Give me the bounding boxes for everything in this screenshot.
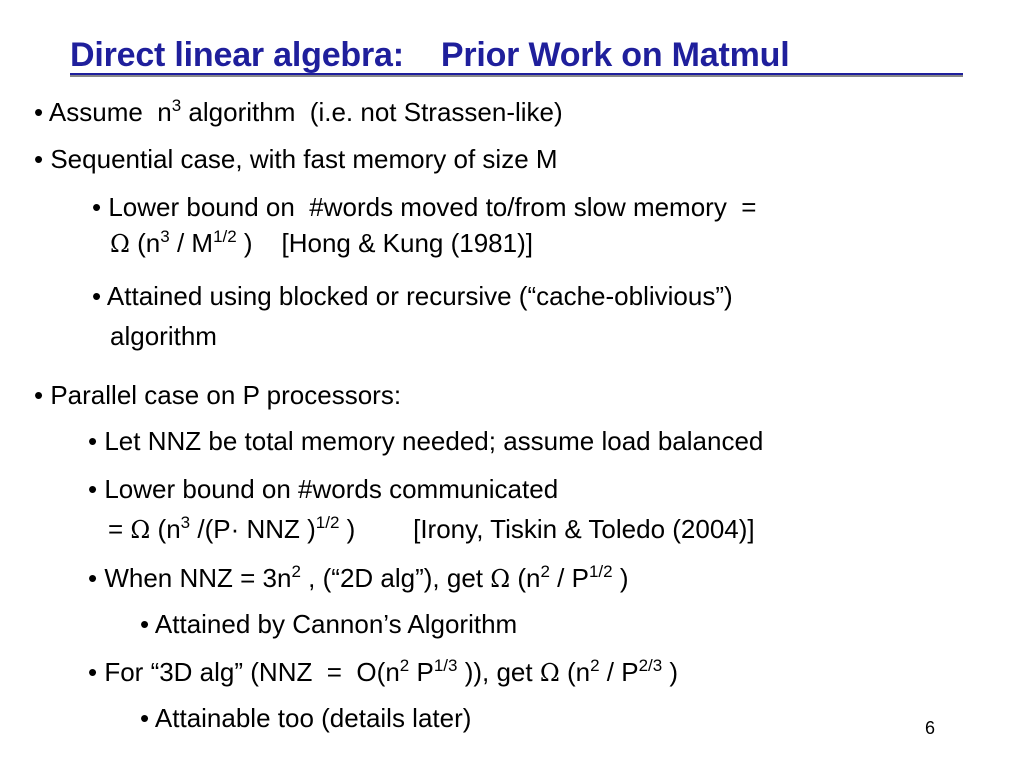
bullet-text: Lower bound on #words moved to/from slow memory = [108, 192, 757, 222]
subbullet-3d-alg [88, 657, 678, 688]
bullet-text: (n [559, 657, 591, 687]
superscript: 2 [590, 656, 600, 675]
bullet-text: Assume n [48, 97, 172, 127]
omega-symbol: Ω [490, 565, 511, 593]
bullet-text: , (“2D alg”), get [300, 563, 491, 593]
bullet-text: P [409, 657, 434, 687]
bullet-dot: • [88, 426, 98, 456]
superscript: 3 [180, 513, 191, 532]
bullet-text: When NNZ = 3n [104, 563, 292, 593]
subbullet-lower-bound-par-cont [108, 514, 755, 545]
superscript: 1/2 [213, 227, 237, 246]
bullet-text: algorithm (i.e. not Strassen-like) [181, 97, 563, 127]
subbullet-nnz [88, 426, 763, 456]
bullet-text: ) [Hong & Kung (1981)] [236, 228, 533, 258]
bullet-dot: • [92, 281, 102, 311]
superscript: 1/3 [433, 656, 458, 675]
omega-symbol: Ω [130, 516, 151, 544]
bullet-text: / P [599, 657, 639, 687]
superscript: 2 [399, 656, 410, 675]
subsubbullet-cannon [140, 609, 517, 639]
bullet-text: (n [510, 563, 541, 593]
subbullet-attained-blocked-cont [110, 321, 217, 351]
bullet-text: (n [150, 514, 181, 544]
bullet-dot: • [92, 192, 102, 222]
bullet-dot: • [88, 474, 98, 504]
superscript: 1/2 [588, 562, 613, 581]
superscript: 2 [540, 562, 550, 581]
bullet-text: Lower bound on #words communicated [104, 474, 559, 504]
bullet-text: ) [Irony, Tiskin & Toledo (2004)] [339, 514, 755, 544]
bullet-text: algorithm [110, 321, 217, 351]
slide-title [70, 36, 789, 75]
bullet-sequential [34, 144, 558, 174]
bullet-text: / M [169, 228, 214, 258]
bullet-assume [34, 97, 563, 127]
superscript: 3 [171, 96, 182, 115]
title-left: Direct linear algebra: [70, 36, 404, 74]
bullet-parallel [34, 380, 401, 410]
page-number: 6 [925, 718, 936, 738]
bullet-text: )), get [457, 657, 540, 687]
title-right: Prior Work on Matmul [440, 36, 790, 74]
bullet-text: = [108, 514, 131, 544]
subbullet-lower-bound-par [88, 474, 558, 504]
bullet-dot: • [34, 380, 44, 410]
subbullet-2d-alg [88, 563, 629, 594]
superscript: 2 [291, 562, 301, 581]
subbullet-lower-bound-seq [92, 192, 756, 222]
bullet-dot: • [88, 657, 98, 687]
bullet-text: ) [612, 563, 629, 593]
bullet-text: /(P· NNZ ) [190, 514, 316, 544]
subsubbullet-attainable [140, 703, 471, 733]
subbullet-attained-blocked [92, 281, 733, 311]
bullet-text: Parallel case on P processors: [50, 380, 402, 410]
subbullet-lower-bound-seq-cont [110, 228, 533, 259]
bullet-dot: • [140, 703, 150, 733]
bullet-dot: • [140, 609, 150, 639]
superscript: 2/3 [638, 656, 663, 675]
bullet-text: Attainable too (details later) [154, 703, 472, 733]
bullet-dot: • [34, 144, 44, 174]
superscript: 1/2 [315, 513, 340, 532]
bullet-text: (n [129, 228, 161, 258]
bullet-dot: • [88, 563, 98, 593]
bullet-text: ) [662, 657, 679, 687]
bullet-text: Let NNZ be total memory needed; assume load balanced [104, 426, 764, 456]
omega-symbol: Ω [539, 659, 560, 687]
superscript: 3 [160, 227, 170, 246]
bullet-text: Attained by Cannon’s Algorithm [154, 609, 518, 639]
bullet-text: For “3D alg” (NNZ = O(n [104, 657, 400, 687]
bullet-dot: • [34, 97, 44, 127]
bullet-text: / P [549, 563, 589, 593]
bullet-text: Attained using blocked or recursive (“cache-oblivious”) [106, 281, 733, 311]
title-underline [70, 73, 963, 75]
omega-symbol: Ω [110, 230, 130, 258]
bullet-text: Sequential case, with fast memory of size M [50, 144, 558, 174]
